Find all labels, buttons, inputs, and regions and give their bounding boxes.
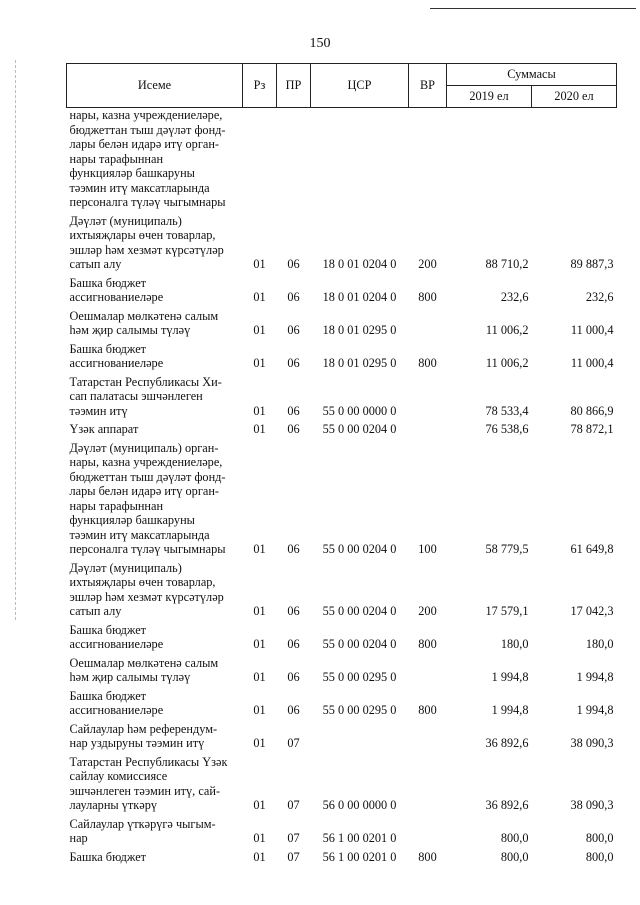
cell-name: Татарстан Республикасы Хи- сап палатасы эшчәнлеген тәэмин итү: [69, 374, 222, 418]
col-rz-header: Рз: [243, 64, 277, 108]
cell-csr: 56 1 00 0201 0: [322, 831, 397, 845]
margin-rule: [15, 60, 16, 620]
cell-s2020: 180,0: [585, 637, 614, 651]
cell-rz: 01: [253, 290, 266, 304]
cell-name: Дәүләт (муниципаль) ихтыяҗлары өчен товарлар, эшләр һәм хезмәт күрсәтүләр сатып алу: [69, 213, 224, 271]
cell-rz: 01: [253, 542, 266, 556]
cell-rz: 01: [253, 849, 266, 864]
cell-vr: [409, 718, 447, 751]
cell-vr: 200: [418, 257, 437, 271]
table-row: [67, 619, 617, 652]
cell-rz: 01: [253, 637, 266, 651]
cell-s2020: 80 866,9: [570, 403, 614, 418]
cell-vr: 200: [418, 604, 437, 618]
cell-s2019: 800,0: [500, 849, 529, 864]
cell-vr: [409, 305, 447, 338]
table-row: [67, 437, 617, 557]
cell-csr: [311, 718, 409, 751]
cell-pr: 07: [287, 798, 300, 812]
cell-s2020: 800,0: [585, 831, 614, 845]
cell-s2019: 1 994,8: [491, 670, 529, 684]
cell-s2020: 17 042,3: [570, 604, 614, 618]
cell-s2020: 800,0: [585, 849, 614, 864]
cell-s2019: 232,6: [500, 290, 529, 304]
cell-pr: 07: [287, 849, 300, 864]
cell-s2020: 11 000,4: [570, 356, 614, 370]
cell-rz: 01: [253, 831, 266, 845]
table-row: [67, 846, 617, 865]
cell-s2020: 38 090,3: [570, 798, 614, 812]
col-vr-header: ВР: [409, 64, 447, 108]
table-row: [67, 210, 617, 272]
cell-name: Сайлаулар үткәрүгә чыгым- нар: [69, 816, 216, 845]
cell-csr: 56 1 00 0201 0: [322, 849, 397, 864]
table-row: [67, 418, 617, 437]
cell-s2019: 180,0: [500, 637, 529, 651]
cell-pr: 06: [287, 542, 300, 556]
table-header: [67, 64, 617, 108]
table-row: [67, 108, 617, 210]
cell-pr: 06: [287, 290, 300, 304]
cell-s2019: 11 006,2: [485, 356, 529, 370]
cell-name: Үзәк аппарат: [69, 422, 139, 436]
cell-vr: 800: [418, 290, 437, 304]
cell-pr: 06: [287, 422, 300, 436]
cell-vr: [409, 751, 447, 813]
cell-vr: 800: [418, 849, 437, 864]
table-row: [67, 685, 617, 718]
cell-csr: 55 0 00 0295 0: [322, 670, 397, 684]
cell-s2019: 58 779,5: [485, 542, 529, 556]
cell-s2019: 1 994,8: [491, 703, 529, 717]
cell-csr: 55 0 00 0204 0: [322, 637, 397, 651]
table-row: [67, 338, 617, 371]
cell-csr: 55 0 00 0204 0: [322, 542, 397, 556]
page-number: 150: [309, 36, 331, 51]
cell-csr: 18 0 01 0204 0: [322, 290, 397, 304]
cell-rz: 01: [253, 422, 266, 436]
cell-name: Татарстан Республикасы Үзәк сайлау комиссиясе эшчәнлеген тәэмин итү, сай- лауларны үткәрү: [69, 754, 228, 812]
cell-s2020: 61 649,8: [570, 542, 614, 556]
cell-name: Башка бюджет: [69, 849, 147, 864]
col-2019-header: 2019 ел: [447, 86, 532, 108]
cell-csr: 18 0 01 0295 0: [322, 356, 397, 370]
cell-pr: 06: [287, 670, 300, 684]
cell-name: Оешмалар мөлкәтенә салым һәм җир салымы түләү: [69, 655, 219, 684]
col-2020-header: 2020 ел: [532, 86, 617, 108]
cell-csr: 55 0 00 0295 0: [322, 703, 397, 717]
cell-csr: 55 0 00 0204 0: [322, 604, 397, 618]
cell-csr: 18 0 01 0295 0: [322, 323, 397, 337]
cell-csr: 55 0 00 0000 0: [322, 403, 397, 418]
cell-s2020: [532, 108, 617, 210]
cell-csr: [311, 108, 409, 210]
cell-vr: 100: [418, 542, 437, 556]
cell-s2019: 36 892,6: [485, 736, 529, 750]
col-csr-header: ЦСР: [311, 64, 409, 108]
cell-pr: 06: [287, 257, 300, 271]
cell-rz: 01: [253, 798, 266, 812]
col-name-header: Исеме: [67, 64, 243, 108]
cell-name: Башка бюджет ассигнованиеләре: [69, 622, 164, 651]
table-row: [67, 652, 617, 685]
top-rule: [430, 8, 636, 9]
table-row: [67, 305, 617, 338]
table-body: [67, 108, 617, 865]
cell-s2020: 78 872,1: [570, 422, 614, 436]
cell-vr: [409, 652, 447, 685]
cell-s2020: 1 994,8: [576, 670, 614, 684]
cell-s2019: [447, 108, 532, 210]
cell-s2019: 36 892,6: [485, 798, 529, 812]
cell-name: Оешмалар мөлкәтенә салым һәм җир салымы түләү: [69, 308, 219, 337]
cell-s2020: 1 994,8: [576, 703, 614, 717]
table-row: [67, 371, 617, 419]
cell-rz: 01: [253, 356, 266, 370]
budget-table: [66, 63, 617, 864]
cell-s2020: 232,6: [585, 290, 614, 304]
table-row: [67, 751, 617, 813]
cell-name: Башка бюджет ассигнованиеләре: [69, 341, 164, 370]
table-row: [67, 718, 617, 751]
cell-pr: 06: [287, 323, 300, 337]
cell-rz: 01: [253, 703, 266, 717]
table-row: [67, 272, 617, 305]
cell-s2019: 88 710,2: [485, 257, 529, 271]
cell-csr: 18 0 01 0204 0: [322, 257, 397, 271]
cell-pr: 06: [287, 637, 300, 651]
cell-pr: 06: [287, 703, 300, 717]
cell-rz: 01: [253, 670, 266, 684]
col-sums-header: Суммасы: [447, 64, 617, 86]
cell-name: Сайлаулар һәм референдум- нар уздыруны тәэмин итү: [69, 721, 218, 750]
col-pr-header: ПР: [277, 64, 311, 108]
cell-vr: 800: [418, 637, 437, 651]
cell-rz: 01: [253, 736, 266, 750]
cell-rz: 01: [253, 257, 266, 271]
cell-name: Дәүләт (муниципаль) ихтыяҗлары өчен товарлар, эшләр һәм хезмәт күрсәтүләр сатып алу: [69, 560, 224, 618]
cell-s2020: 11 000,4: [570, 323, 614, 337]
cell-pr: 06: [287, 604, 300, 618]
table-row: [67, 813, 617, 846]
cell-rz: [243, 108, 277, 210]
cell-vr: [409, 371, 447, 419]
cell-rz: 01: [253, 604, 266, 618]
cell-pr: 06: [287, 356, 300, 370]
cell-vr: [409, 108, 447, 210]
cell-csr: 56 0 00 0000 0: [322, 798, 397, 812]
cell-pr: [277, 108, 311, 210]
cell-pr: 06: [287, 403, 300, 418]
cell-vr: [409, 418, 447, 437]
cell-name: Дәүләт (муниципаль) орган- нары, казна учреждениеләре, бюджеттан тыш дәүләт фонд- лары белән идарә итү орган- нары тарафыннан функцияләр башкаруны тәэмин итү максатларында персоналга түләү чыгымнары: [69, 440, 226, 556]
cell-csr: 55 0 00 0204 0: [322, 422, 397, 436]
cell-vr: 800: [418, 356, 437, 370]
cell-s2019: 17 579,1: [485, 604, 529, 618]
cell-vr: [409, 813, 447, 846]
cell-s2019: 76 538,6: [485, 422, 529, 436]
cell-s2020: 38 090,3: [570, 736, 614, 750]
cell-s2019: 78 533,4: [485, 403, 529, 418]
cell-rz: 01: [253, 403, 266, 418]
cell-vr: 800: [418, 703, 437, 717]
cell-name: Башка бюджет ассигнованиеләре: [69, 688, 164, 717]
cell-s2019: 800,0: [500, 831, 529, 845]
cell-pr: 07: [287, 736, 300, 750]
cell-pr: 07: [287, 831, 300, 845]
cell-name: Башка бюджет ассигнованиеләре: [69, 275, 164, 304]
cell-s2020: 89 887,3: [570, 257, 614, 271]
cell-name: нары, казна учреждениеләре, бюджеттан тыш дәүләт фонд- лары белән идарә итү орган- нары тарафыннан функцияләр башкаруны тәэмин итү максатларында персоналга түләү чыгымнары: [69, 108, 226, 209]
cell-s2019: 11 006,2: [485, 323, 529, 337]
table-row: [67, 557, 617, 619]
cell-rz: 01: [253, 323, 266, 337]
